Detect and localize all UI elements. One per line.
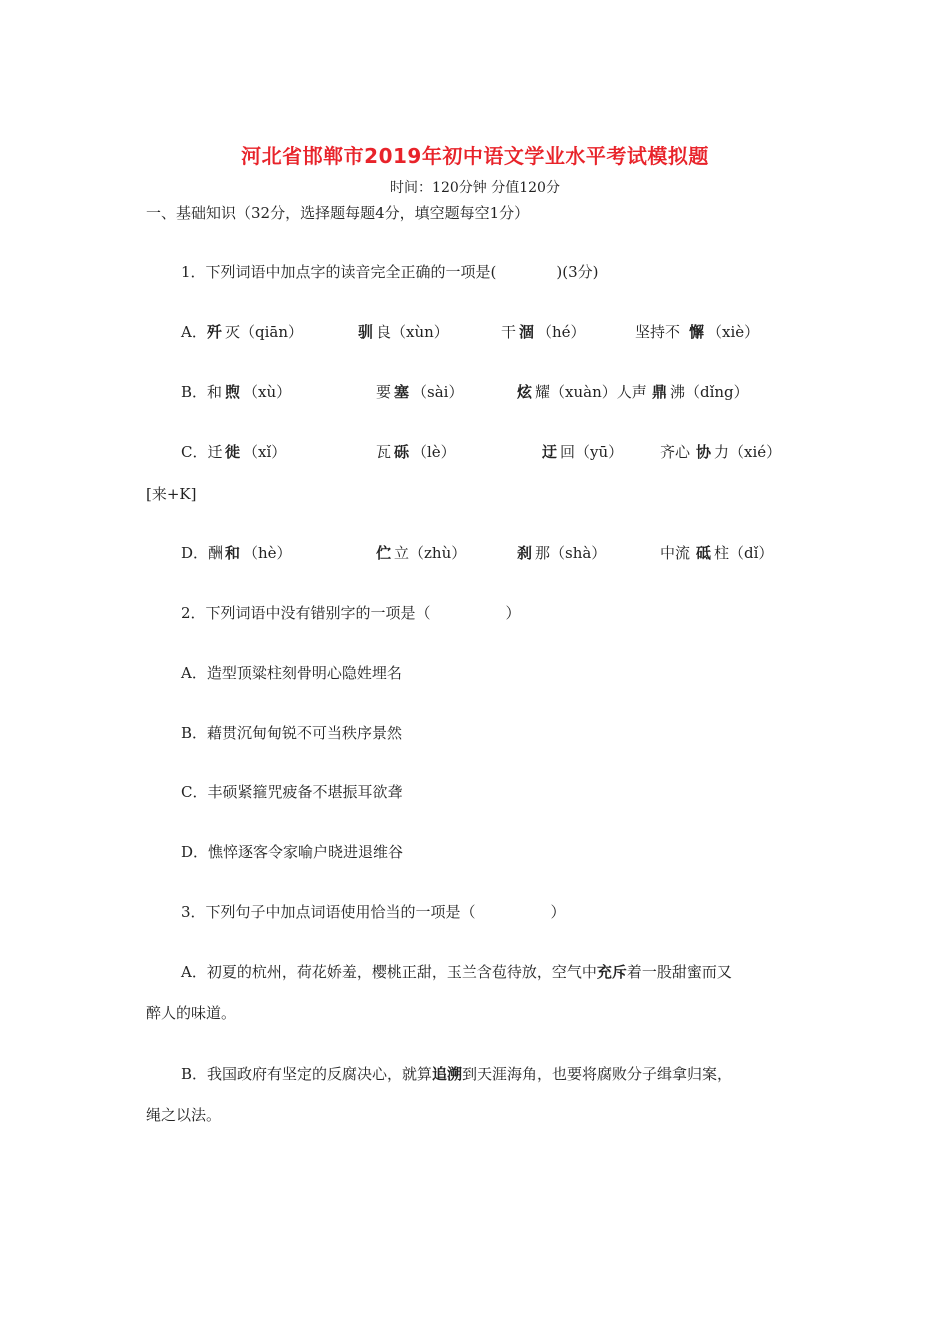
question-3-option-a-line1 bbox=[181, 962, 732, 982]
dotted-word: 追溯 bbox=[432, 1065, 463, 1083]
dotted-char: 砥 bbox=[696, 544, 712, 562]
word-text: 沸（dǐng） bbox=[670, 383, 749, 401]
word-text: （hè） bbox=[243, 544, 292, 562]
word-text: 耀（xuàn）人声 bbox=[535, 383, 647, 401]
word-text: 回（yū） bbox=[560, 443, 624, 461]
word-text: 柱（dǐ） bbox=[714, 544, 774, 562]
question-3-option-a-line2: 醉人的味道。 bbox=[146, 1004, 237, 1022]
word-text: 齐心 bbox=[660, 443, 691, 461]
dotted-char: 驯 bbox=[358, 323, 374, 341]
dotted-char: 鼎 bbox=[652, 383, 668, 401]
dotted-char: 伫 bbox=[376, 544, 392, 562]
sentence-text: 着一股甜蜜而又 bbox=[626, 963, 732, 981]
word-text: （xǐ） bbox=[243, 443, 287, 461]
dotted-char: 炫 bbox=[517, 383, 533, 401]
word-text: 力（xié） bbox=[714, 443, 782, 461]
section-heading: 一、基础知识（32分，选择题每题4分，填空题每空1分） bbox=[146, 204, 530, 222]
dotted-char: 砾 bbox=[394, 443, 410, 461]
dotted-char: 徙 bbox=[225, 443, 241, 461]
word-text: C．迁 bbox=[181, 443, 223, 461]
dotted-char: 刹 bbox=[517, 544, 533, 562]
question-3-option-b-line2: 绳之以法。 bbox=[146, 1106, 222, 1124]
word-text: 中流 bbox=[660, 544, 691, 562]
option-label: A． bbox=[181, 323, 207, 341]
source-tag: [来+K] bbox=[146, 485, 197, 503]
word-text: 坚持不 bbox=[635, 323, 681, 341]
question-2-option-b: B．藉贯沉甸甸锐不可当秩序景然 bbox=[181, 724, 403, 742]
word-text: 立（zhù） bbox=[394, 544, 467, 562]
word-text: 瓦 bbox=[376, 443, 392, 461]
word-text: 要 bbox=[376, 383, 392, 401]
dotted-char: 协 bbox=[696, 443, 712, 461]
dotted-char: 塞 bbox=[394, 383, 410, 401]
dotted-char: 迂 bbox=[542, 443, 558, 461]
dotted-char: 涸 bbox=[519, 323, 535, 341]
word-text: B．和 bbox=[181, 383, 223, 401]
question-2-option-a: A．造型顶粱柱刻骨明心隐姓埋名 bbox=[181, 664, 402, 682]
word-text: 干 bbox=[501, 323, 517, 341]
sentence-text: 到天涯海角，也要将腐败分子缉拿归案， bbox=[462, 1065, 733, 1083]
question-2-stem: 2．下列词语中没有错别字的一项是（ ） bbox=[181, 604, 521, 622]
question-2-option-d: D．憔悴逐客令家喻户晓进退维谷 bbox=[181, 843, 404, 861]
word-text: （xiè） bbox=[707, 323, 760, 341]
word-text: （hé） bbox=[537, 323, 586, 341]
document-subtitle: 时间：120分钟 分值120分 bbox=[390, 180, 560, 196]
question-3-option-b-line1 bbox=[181, 1064, 732, 1084]
word-text: D．酬 bbox=[181, 544, 224, 562]
word-text: （sài） bbox=[412, 383, 464, 401]
dotted-word: 充斥 bbox=[596, 963, 627, 981]
dotted-char: 懈 bbox=[689, 323, 705, 341]
word-text: （lè） bbox=[412, 443, 456, 461]
question-3-stem: 3．下列句子中加点词语使用恰当的一项是（ ） bbox=[181, 903, 566, 921]
word-text: 那（shà） bbox=[535, 544, 607, 562]
sentence-text: A．初夏的杭州，荷花娇羞，樱桃正甜，玉兰含苞待放，空气中 bbox=[181, 963, 597, 981]
sentence-text: B．我国政府有坚定的反腐决心，就算 bbox=[181, 1065, 433, 1083]
word-text: （xù） bbox=[243, 383, 292, 401]
word-text: 良（xùn） bbox=[376, 323, 449, 341]
question-1-stem: 1．下列词语中加点字的读音完全正确的一项是( )(3分) bbox=[181, 263, 599, 281]
question-2-option-c: C．丰硕紧箍咒疲备不堪振耳欲聋 bbox=[181, 783, 403, 801]
dotted-char: 歼 bbox=[207, 323, 223, 341]
dotted-char: 和 bbox=[225, 544, 241, 562]
word-text: 灭（qiān） bbox=[225, 323, 304, 341]
document-title: 河北省邯郸市2019年初中语文学业水平考试模拟题 bbox=[241, 144, 709, 168]
dotted-char: 煦 bbox=[225, 383, 241, 401]
